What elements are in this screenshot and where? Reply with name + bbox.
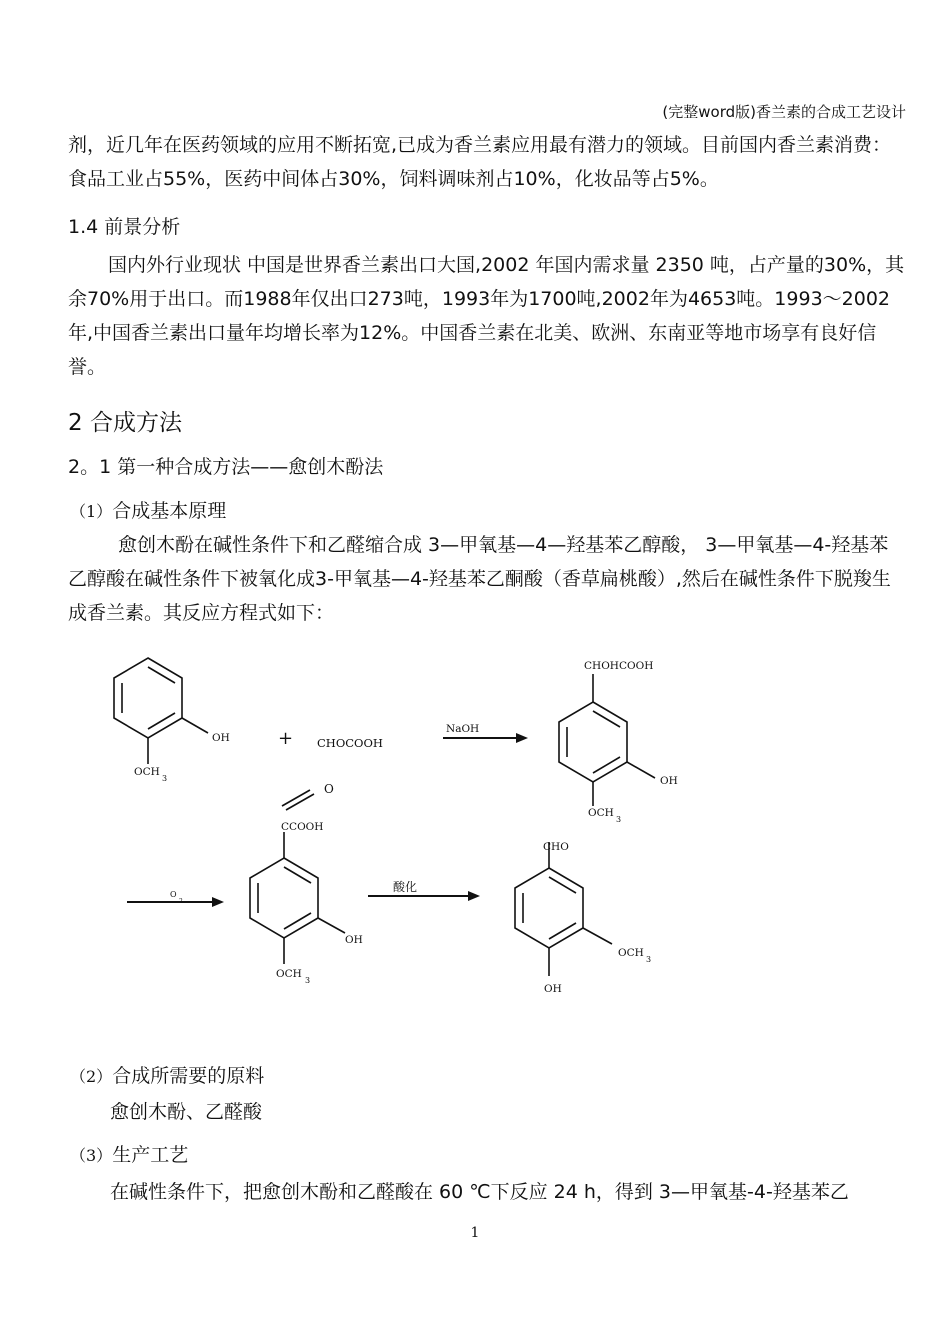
label-ccooh: CCOOH: [281, 821, 324, 833]
label-och: OCH: [618, 947, 644, 959]
label-oh: OH: [660, 775, 678, 787]
list-number: （2）: [70, 1067, 113, 1086]
label-oh: OH: [544, 983, 562, 995]
list-item-process: [70, 1140, 188, 1167]
label-subscript: 3: [616, 815, 622, 824]
label-oh: OH: [212, 732, 230, 744]
label-naoh: NaOH: [446, 723, 480, 735]
list-label: 生产工艺: [112, 1144, 189, 1166]
list-label: 合成基本原理: [112, 500, 227, 522]
page-number: 1: [470, 1225, 480, 1241]
label-cho: CHO: [543, 841, 569, 853]
reaction-scheme: [100, 640, 700, 1004]
label-o2: O: [170, 890, 177, 899]
list-label: 合成所需要的原料: [112, 1065, 265, 1087]
label-oh: OH: [345, 934, 363, 946]
paragraph-market-status: 国内外行业现状 中国是世界香兰素出口大国,2002 年国内需求量 2350 吨，占产量的30%，其余70%用于出口。而1988年仅出口273吨，1993年为1700吨,2002年为4653吨。1993～2002年,中国香兰素出口量年均增长率为12%。中国香兰素在北美、欧洲、东南亚等地市场享有良好信誉。: [68, 254, 905, 378]
benzene-ring-intermediate: [250, 858, 318, 938]
label-och: OCH: [588, 807, 614, 819]
label-och: OCH: [276, 968, 302, 980]
label-subscript: 3: [646, 955, 652, 964]
paragraph-applications: 剂，近几年在医药领域的应用不断拓宽,已成为香兰素应用最有潜力的领域。目前国内香兰素消费：食品工业占55%，医药中间体占30%，饲料调味剂占10%，化妆品等占5%。: [68, 134, 892, 190]
list-number: （1）: [70, 502, 113, 521]
label-acidification: 酸化: [393, 880, 418, 894]
benzene-ring-vanillin: [515, 868, 583, 948]
label-subscript: 3: [305, 976, 311, 985]
list-item-materials: [70, 1061, 264, 1088]
label-chohcooh: CHOHCOOH: [584, 660, 654, 672]
benzene-ring-product1: [559, 702, 627, 782]
section-heading-2: 2 合成方法: [68, 410, 182, 436]
label-oxygen: O: [324, 782, 334, 796]
list-item-principle: [70, 496, 226, 523]
paragraph-process: 在碱性条件下，把愈创木酚和乙醛酸在 60 ℃下反应 24 h，得到 3—甲氧基-4-羟基苯乙: [110, 1181, 849, 1203]
page-header: (完整word版)香兰素的合成工艺设计: [662, 103, 906, 121]
paragraph-principle: 愈创木酚在碱性条件下和乙醛缩合成 3—甲氧基—4—羟基苯乙醇酸， 3—甲氧基—4-羟基苯乙醇酸在碱性条件下被氧化成3-甲氧基—4-羟基苯乙酮酸（香草扁桃酸）,然后在碱性条件下脱羧生成香兰素。其反应方程式如下：: [68, 534, 891, 624]
list-number: （3）: [70, 1146, 113, 1165]
reaction-scheme-svg: [100, 640, 700, 1000]
section-heading-1-4: 1.4 前景分析: [68, 216, 181, 238]
label-reagent: CHOCOOH: [317, 736, 383, 750]
plus-sign: +: [278, 728, 294, 749]
materials-text: 愈创木酚、乙醛酸: [110, 1101, 263, 1123]
label-subscript: 2: [179, 898, 183, 905]
label-subscript: 3: [162, 774, 168, 783]
benzene-ring-guaiacol: [114, 658, 182, 738]
section-heading-2-1: 2。1 第一种合成方法——愈创木酚法: [68, 456, 384, 478]
label-och: OCH: [134, 766, 160, 778]
